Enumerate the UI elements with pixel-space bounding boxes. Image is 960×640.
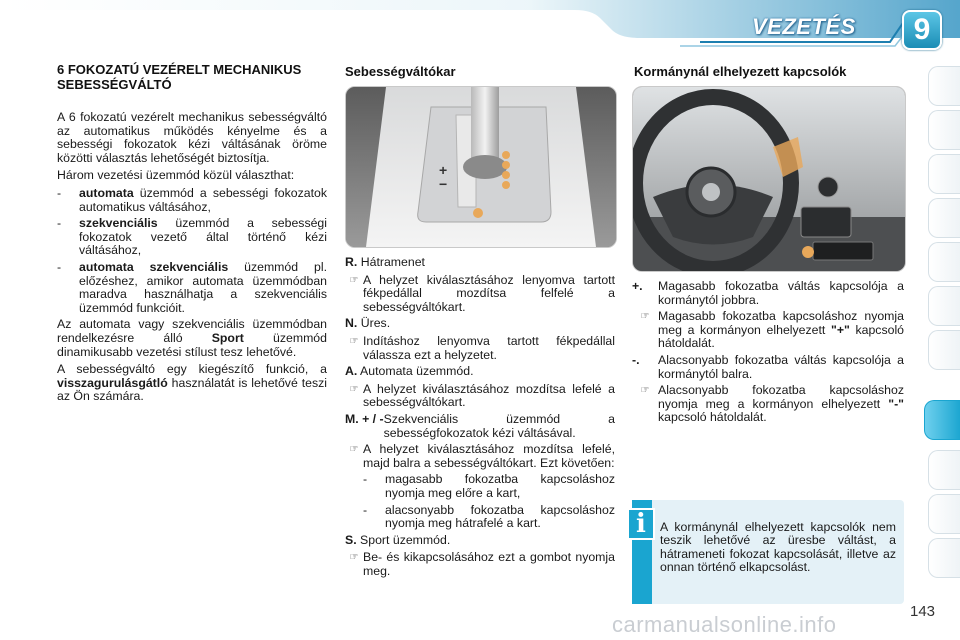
chapter-tab[interactable] <box>928 110 960 150</box>
r-line <box>345 256 615 270</box>
dash-marker: - <box>57 259 62 274</box>
svg-text:−: − <box>439 176 448 192</box>
dash-marker: - <box>363 502 368 517</box>
hill-term: visszagurulásgátló <box>57 375 168 390</box>
chapter-tab[interactable] <box>928 154 960 194</box>
m-instruction <box>345 443 615 470</box>
info-text: A kormánynál elhelyezett kapcsolók nem teszik lehetővé az üresbe váltást, a hátrameneti fokozat kapcsolását, illetve az onnan történő elkapcsolást. <box>660 520 896 575</box>
hand-icon: ☞ <box>349 335 359 347</box>
dash-marker: - <box>57 216 62 231</box>
mode-desc: üzemmód a sebességi fokozatok vezető által történő kézi váltásához, <box>79 216 327 258</box>
minus-instr <box>658 384 904 425</box>
m-sub1-text: magasabb fokozatba kapcsoláshoz nyomja meg előre a kart, <box>385 472 615 500</box>
a-instruction <box>345 383 615 410</box>
s-line <box>345 534 615 548</box>
dash-marker: - <box>363 472 368 487</box>
section-heading-lever: Sebességváltókar <box>345 64 456 79</box>
chapter-tab-strip <box>928 66 960 576</box>
mode-item <box>57 187 327 214</box>
chapter-tab[interactable] <box>928 66 960 106</box>
a-line <box>345 365 615 379</box>
hand-icon: ☞ <box>349 274 359 286</box>
chapter-number-badge: 9 <box>902 10 942 50</box>
intro-paragraph: A 6 fokozatú vezérelt mechanikus sebességváltó az automatikus működés kényelme és a sebességi fokozatok kézi váltásának öröme közötti választás lehetőségét biztosítja. <box>57 110 327 165</box>
hand-icon: ☞ <box>349 552 359 564</box>
minus-line <box>632 354 904 381</box>
chapter-tab-active[interactable] <box>924 400 960 440</box>
mode-term: szekvenciális <box>79 216 158 231</box>
m-instr-text: A helyzet kiválasztásához mozdítsa lefelé, majd balra a sebességváltókart. Ezt követően: <box>363 442 615 470</box>
mode-desc: üzemmód pl. előzéshez, amikor automata üzemmódban maradva használhatja a szekvenciális üzemmód funkcióit. <box>79 259 328 315</box>
m-sub-item <box>345 473 615 500</box>
plus-instr <box>658 310 904 351</box>
sport-post: üzemmód dinamikusabb vezetési stílust tesz lehetővé. <box>57 330 327 359</box>
chapter-tab[interactable] <box>928 494 960 534</box>
a-label: Automata üzemmód. <box>357 364 474 379</box>
m-sub2-text: alacsonyabb fokozatba kapcsoláshoz nyomja meg hátrafelé a kart. <box>385 502 615 531</box>
mode-term: automata szekvenciális <box>79 259 229 274</box>
hand-icon: ☞ <box>640 385 650 397</box>
mode-item <box>57 261 327 315</box>
chapter-tab[interactable] <box>928 538 960 578</box>
hill-paragraph <box>57 363 327 404</box>
n-key: N. <box>345 316 358 331</box>
hill-pre: A sebességváltó egy kiegészítő funkció, a <box>57 362 327 377</box>
info-icon: i <box>627 508 655 540</box>
s-key: S. <box>345 532 357 547</box>
middle-column-text <box>345 256 615 581</box>
s-instr-text: Be- és kikapcsolásához ezt a gombot nyomja meg. <box>363 550 615 578</box>
minus-instr-key: "-" <box>888 396 904 411</box>
mode-item <box>57 217 327 258</box>
steering-wheel-photo <box>632 86 906 272</box>
steering-wheel-illustration <box>633 87 905 271</box>
section-heading-gearbox: 6 FOKOZATÚ VEZÉRELT MECHANIKUS SEBESSÉGVÁLTÓ <box>57 62 302 92</box>
watermark: carmanualsonline.info <box>612 612 837 637</box>
minus-label: Alacsonyabb fokozatba váltás kapcsolója a kormánytól balra. <box>658 352 904 381</box>
chapter-tab[interactable] <box>928 330 960 370</box>
left-column-text <box>57 111 327 408</box>
sport-term: Sport <box>211 330 244 345</box>
sport-pre: Az automata vagy szekvenciális üzemmódban rendelkezésre álló <box>57 317 327 345</box>
n-label: Üres. <box>357 316 391 331</box>
hand-icon: ☞ <box>349 444 359 456</box>
n-line <box>345 317 615 331</box>
section-heading-steering: Kormánynál elhelyezett kapcsolók <box>634 64 847 79</box>
hand-icon: ☞ <box>349 383 359 395</box>
r-label: Hátramenet <box>357 255 425 269</box>
gear-lever-photo <box>345 86 617 248</box>
n-instr-text: Indításhoz lenyomva tartott fékpedállal válassza ezt a helyzetet. <box>363 333 615 362</box>
plus-key: +. <box>632 279 643 293</box>
dash-marker: - <box>57 185 62 200</box>
chapter-tab[interactable] <box>928 242 960 282</box>
m-line <box>345 413 615 440</box>
a-key: A. <box>345 364 358 379</box>
n-instruction <box>345 335 615 362</box>
hill-post: használatát is lehetővé teszi az Ön számára. <box>57 375 327 404</box>
page-number: 143 <box>910 603 936 620</box>
hand-icon: ☞ <box>640 311 650 323</box>
mode-term: automata <box>79 185 134 200</box>
minus-instr-pre: Alacsonyabb fokozatba kapcsoláshoz nyomja meg a kormányon elhelyezett <box>658 383 904 411</box>
chapter-tab[interactable] <box>928 286 960 326</box>
sport-paragraph <box>57 318 327 359</box>
plus-instr-post: kapcsoló hátoldalát. <box>658 322 905 351</box>
right-column-text <box>632 280 904 428</box>
r-instruction <box>345 274 615 315</box>
gear-lever-illustration <box>346 87 616 247</box>
m-label: Szekvenciális üzemmód a sebességfokozatok kézi váltásával. <box>383 411 615 440</box>
modes-intro: Három vezetési üzemmód közül választhat: <box>57 168 295 183</box>
s-label: Sport üzemmód. <box>356 532 451 547</box>
a-instr-text: A helyzet kiválasztásához mozdítsa lefelé a sebességváltókart. <box>363 381 615 410</box>
r-instr-text: A helyzet kiválasztásához lenyomva tartott fékpedállal mozdítsa felfelé a sebességváltókart. <box>363 272 615 314</box>
plus-label: Magasabb fokozatba váltás kapcsolója a kormánytól jobbra. <box>658 279 904 307</box>
minus-instruction <box>632 384 904 425</box>
minus-instr-post: kapcsoló hátoldalát. <box>658 410 767 425</box>
plus-instr-key: "+" <box>830 322 850 337</box>
svg-text:+: + <box>439 162 448 178</box>
plus-line <box>632 280 904 307</box>
m-key: M. + / - <box>345 411 384 426</box>
plus-instr-pre: Magasabb fokozatba kapcsoláshoz nyomja meg a kormányon elhelyezett <box>658 309 904 337</box>
r-key: R. <box>345 255 358 269</box>
chapter-tab[interactable] <box>928 198 960 238</box>
minus-key: -. <box>632 352 640 367</box>
plus-instruction <box>632 310 904 351</box>
s-instruction <box>345 551 615 578</box>
page-title: VEZETÉS <box>752 14 856 39</box>
m-sub-item <box>345 504 615 531</box>
mode-desc: üzemmód a sebességi fokozatok automatikus váltásához, <box>79 185 327 214</box>
chapter-tab[interactable] <box>928 450 960 490</box>
